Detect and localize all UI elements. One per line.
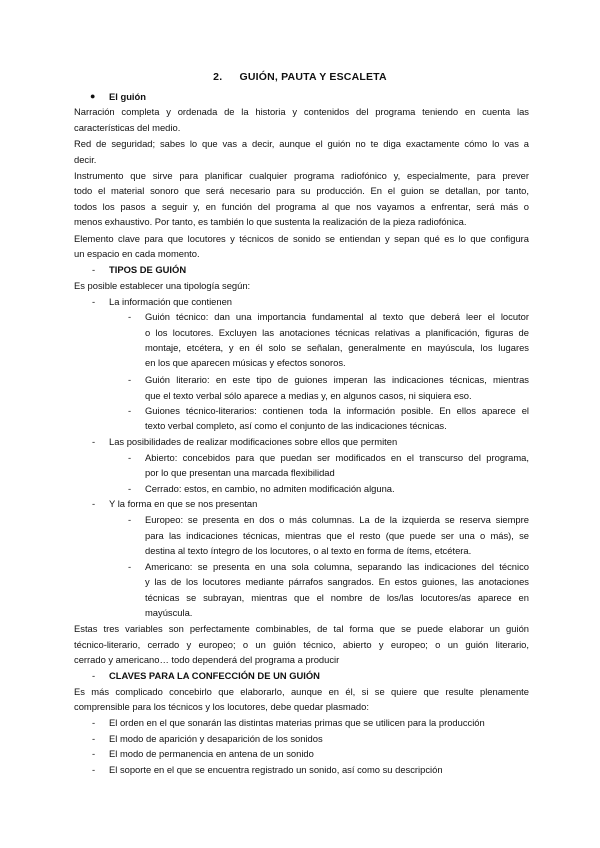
dash-bullet: - bbox=[92, 498, 96, 509]
tipos-intro: Es posible establecer una tipología según: bbox=[74, 280, 251, 291]
list-item-line: y las de los locutores mediante párrafos sangrados. En estos guiones, las anotaciones bbox=[145, 576, 529, 587]
dash-bullet: - bbox=[92, 296, 96, 307]
list-item-line: Abierto: concebidos para que puedan ser modificados en el transcurso del programa, bbox=[145, 452, 529, 463]
tipos-heading: TIPOS DE GUIÓN bbox=[109, 264, 187, 275]
list-item-line: montaje, etcétera, y en él solo se señalan, generalmente en mayúscula, los lugares bbox=[145, 342, 529, 353]
paragraph-line: todos los pasos a seguir y, en función del programa al que nos vayamos a enfrentar, será más o bbox=[74, 201, 529, 212]
list-item-line: Cerrado: estos, en cambio, no admiten modificación alguna. bbox=[145, 483, 395, 494]
list-item-line: destina al texto íntegro de los locutores, o al texto en forma de ítems, etcétera. bbox=[145, 545, 472, 556]
dash-bullet: - bbox=[92, 670, 96, 681]
list-item-line: Guión técnico: dan una importancia fundamental al texto que deberá leer el locutor bbox=[145, 311, 529, 322]
list-item-line: por lo que presentan una marcada flexibilidad bbox=[145, 467, 335, 478]
dash-bullet: - bbox=[92, 264, 96, 275]
list-item: El modo de aparición y desaparición de los sonidos bbox=[109, 733, 323, 744]
claves-heading: CLAVES PARA LA CONFECCIÓN DE UN GUIÓN bbox=[109, 670, 320, 681]
paragraph-line: Red de seguridad; sabes lo que vas a decir, aunque el guión no te diga exactamente cómo lo vas a bbox=[74, 138, 529, 149]
bullet-icon: ● bbox=[90, 91, 96, 101]
paragraph-line: menos exhaustivo. Por tanto, es también lo que sustenta la realización de la pieza radiofónica. bbox=[74, 216, 467, 227]
paragraph-line: Es más complicado concebirlo que elaborarlo, aunque en él, si se quiere que resulte plenamente bbox=[74, 686, 529, 697]
dash-bullet: - bbox=[128, 405, 132, 416]
dash-bullet: - bbox=[92, 748, 96, 759]
dash-bullet: - bbox=[128, 311, 132, 322]
dash-bullet: - bbox=[128, 483, 132, 494]
dash-bullet: - bbox=[128, 561, 132, 572]
dash-bullet: - bbox=[128, 514, 132, 525]
list-item-line: mayúscula. bbox=[145, 607, 193, 618]
dash-bullet: - bbox=[128, 452, 132, 463]
el-guion-heading: El guión bbox=[109, 91, 146, 102]
paragraph-line: características del medio. bbox=[74, 122, 181, 133]
list-item-line: Americano: se presenta en una sola columna, separando las indicaciones del técnico bbox=[145, 561, 529, 572]
group-label: La información que contienen bbox=[109, 296, 233, 307]
section-title-text: GUIÓN, PAUTA Y ESCALETA bbox=[239, 71, 387, 83]
paragraph-line: un espacio en cada momento. bbox=[74, 248, 200, 259]
list-item-line: para las indicaciones técnicas, mientras que el resto (que puede ser una o más), se bbox=[145, 530, 529, 541]
list-item-line: técnicas se subrayan, mientras que el nombre de los/las locutores/as aparece en bbox=[145, 592, 529, 603]
paragraph-line: Narración completa y ordenada de la historia y contenidos del programa teniendo en cuenta las bbox=[74, 106, 529, 117]
list-item-line: texto verbal completo, así como el conjunto de las indicaciones técnicas. bbox=[145, 420, 447, 431]
list-item: El modo de permanencia en antena de un sonido bbox=[109, 748, 314, 759]
dash-bullet: - bbox=[92, 764, 96, 775]
section-number: 2. bbox=[213, 71, 223, 83]
section-title bbox=[0, 71, 600, 83]
list-item-line: Guión literario: en este tipo de guiones imperan las indicaciones técnicas, mientras bbox=[145, 374, 529, 385]
dash-bullet: - bbox=[128, 374, 132, 385]
paragraph-line: Elemento clave para que locutores y técnicos de sonido se entiendan y sepan qué es lo que configura bbox=[74, 233, 529, 244]
paragraph-line: cerrado y americano… todo dependerá del programa a producir bbox=[74, 654, 340, 665]
list-item: El soporte en el que se encuentra registrado un sonido, así como su descripción bbox=[109, 764, 443, 775]
list-item-line: Guiones técnico-literarios: contienen toda la información posible. En ellos aparece el bbox=[145, 405, 529, 416]
paragraph-line: comprensible para los técnicos y los locutores, debe quedar plasmado: bbox=[74, 701, 369, 712]
list-item-line: en los que aparecen músicas y efectos sonoros. bbox=[145, 357, 346, 368]
dash-bullet: - bbox=[92, 717, 96, 728]
list-item-line: que el texto verbal sólo aparece a medias y, en algunos casos, ni siquiera eso. bbox=[145, 390, 472, 401]
group-label: Las posibilidades de realizar modificaciones sobre ellos que permiten bbox=[109, 436, 398, 447]
paragraph-line: técnico-literario, cerrado y europeo; o un guión técnico, abierto y europeo; o un guión literario, bbox=[74, 639, 529, 650]
paragraph-line: todo el material sonoro que será necesario para su producción. En el guion se detallan, por tanto, bbox=[74, 185, 529, 196]
paragraph-line: Estas tres variables son perfectamente combinables, de tal forma que se puede elaborar un guión bbox=[74, 623, 529, 634]
list-item-line: Europeo: se presenta en dos o más columnas. La de la izquierda se reserva siempre bbox=[145, 514, 529, 525]
group-label: Y la forma en que se nos presentan bbox=[109, 498, 258, 509]
list-item: El orden en el que sonarán las distintas materias primas que se utilicen para la producción bbox=[109, 717, 485, 728]
dash-bullet: - bbox=[92, 733, 96, 744]
paragraph-line: Instrumento que sirve para planificar cualquier programa radiofónico y, especialmente, para prever bbox=[74, 170, 529, 181]
list-item-line: o los locutores. Excluyen las anotaciones técnicas relativas a planificación, figuras de bbox=[145, 327, 529, 338]
dash-bullet: - bbox=[92, 436, 96, 447]
paragraph-line: decir. bbox=[74, 154, 97, 165]
